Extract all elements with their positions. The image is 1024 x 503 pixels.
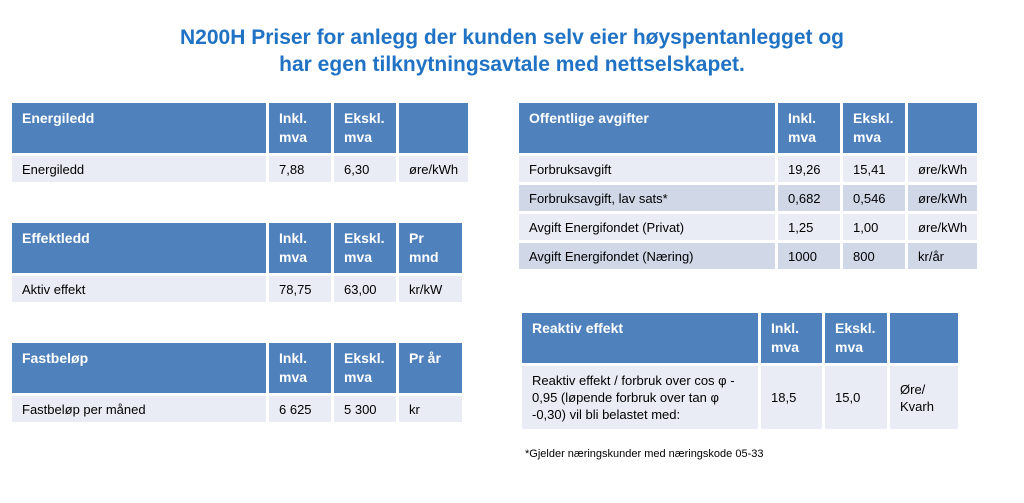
table-cell: Avgift Energifondet (Privat): [519, 214, 775, 243]
reaktiv-effekt-table: [519, 313, 961, 432]
table-cell: Aktiv effekt: [12, 276, 266, 305]
header-cell: Inkl. mva: [269, 343, 331, 396]
header-cell: Inkl. mva: [778, 103, 840, 156]
table-cell: 1000: [778, 243, 840, 272]
table-header-row: [12, 343, 462, 396]
table-cell: Energiledd: [12, 156, 266, 185]
energiledd-table: [9, 103, 471, 185]
header-cell: Ekskl. mva: [334, 223, 396, 276]
title-line-2: har egen tilknytningsavtale med nettselskapet.: [279, 53, 745, 76]
table-cell: øre/kWh: [908, 156, 977, 185]
table-row: [519, 214, 977, 243]
header-cell: Fastbeløp: [12, 343, 266, 396]
header-cell: Inkl. mva: [761, 313, 822, 366]
header-cell: Ekskl. mva: [843, 103, 905, 156]
table-cell: kr/år: [908, 243, 977, 272]
table-cell: 1,00: [843, 214, 905, 243]
title-line-1: N200H Priser for anlegg der kunden selv eier høyspentanlegget og: [179, 26, 845, 49]
table-row: [519, 156, 977, 185]
table-row: [12, 396, 462, 425]
footnote: *Gjelder næringskunder med næringskode 05-33: [525, 448, 764, 460]
table-cell: øre/kWh: [908, 214, 977, 243]
table-cell: 7,88: [269, 156, 331, 185]
table-row: [519, 243, 977, 272]
table-cell: 0,682: [778, 185, 840, 214]
effektledd-table: [9, 223, 465, 305]
table-cell: 15,0: [825, 366, 887, 432]
table-cell: Øre/ Kvarh: [890, 366, 958, 432]
header-cell: Inkl. mva: [269, 103, 331, 156]
page-title: [0, 24, 1024, 78]
table-header-row: [12, 103, 468, 156]
table-cell: Forbruksavgift, lav sats*: [519, 185, 775, 214]
table-cell: 19,26: [778, 156, 840, 185]
header-cell: Inkl. mva: [269, 223, 331, 276]
table-cell: 800: [843, 243, 905, 272]
table-cell: Reaktiv effekt / forbruk over cos φ - 0,95 (løpende forbruk over tan φ -0,30) vil bli belastet med:: [522, 366, 758, 432]
header-cell: Ekskl. mva: [334, 103, 396, 156]
table-cell: øre/kWh: [908, 185, 977, 214]
table-header-row: [522, 313, 958, 366]
table-cell: 6 625: [269, 396, 331, 425]
table-cell: 0,546: [843, 185, 905, 214]
table-row: [12, 156, 468, 185]
header-cell: Energiledd: [12, 103, 266, 156]
table-cell: øre/kWh: [399, 156, 468, 185]
header-cell: [399, 103, 468, 156]
header-cell: Effektledd: [12, 223, 266, 276]
table-cell: 6,30: [334, 156, 396, 185]
table-cell: 5 300: [334, 396, 396, 425]
header-cell: Offentlige avgifter: [519, 103, 775, 156]
fastbelop-table: [9, 343, 465, 425]
header-cell: Reaktiv effekt: [522, 313, 758, 366]
table-cell: Avgift Energifondet (Næring): [519, 243, 775, 272]
table-row: [12, 276, 462, 305]
table-row: [519, 185, 977, 214]
table-header-row: [519, 103, 977, 156]
table-cell: kr: [399, 396, 462, 425]
header-cell: [908, 103, 977, 156]
table-header-row: [12, 223, 462, 276]
table-cell: 15,41: [843, 156, 905, 185]
header-cell: Ekskl. mva: [334, 343, 396, 396]
table-row: [522, 366, 958, 432]
table-cell: 78,75: [269, 276, 331, 305]
table-cell: Fastbeløp per måned: [12, 396, 266, 425]
table-cell: kr/kW: [399, 276, 462, 305]
table-cell: 1,25: [778, 214, 840, 243]
table-cell: Forbruksavgift: [519, 156, 775, 185]
header-cell: Pr år: [399, 343, 462, 396]
header-cell: Pr mnd: [399, 223, 462, 276]
table-cell: 18,5: [761, 366, 822, 432]
header-cell: Ekskl. mva: [825, 313, 887, 366]
offentlige-avgifter-table: [516, 103, 980, 272]
header-cell: [890, 313, 958, 366]
table-cell: 63,00: [334, 276, 396, 305]
